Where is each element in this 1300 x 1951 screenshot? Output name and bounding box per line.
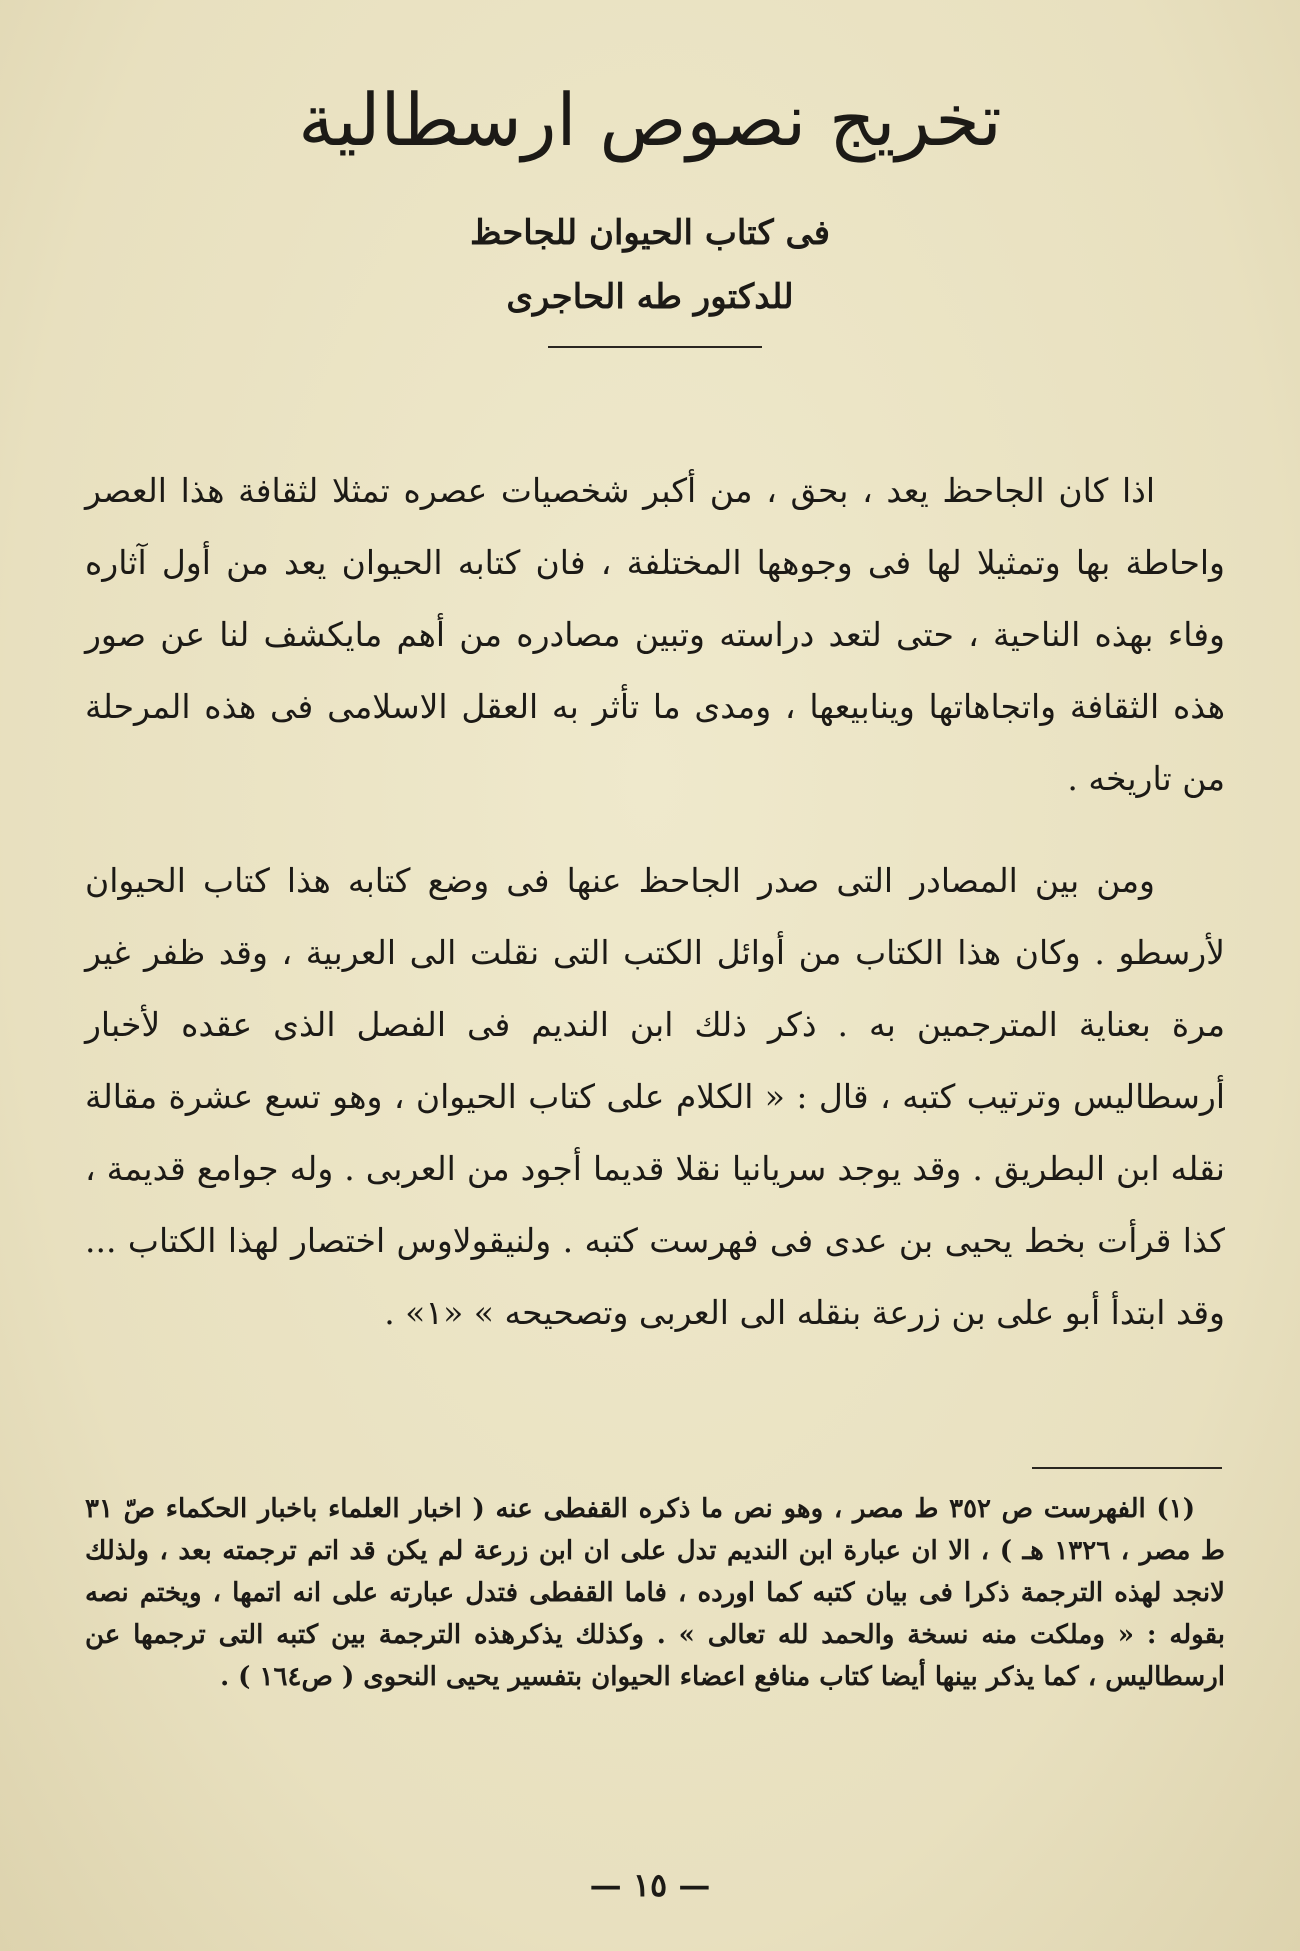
article-subtitle: فى كتاب الحيوان للجاحظ	[469, 213, 831, 253]
title-divider	[548, 346, 762, 348]
article-title: تخريج نصوص ارسطالية	[298, 78, 1002, 162]
page-number: — ١٥ —	[589, 1866, 711, 1904]
footnote-divider	[1032, 1467, 1222, 1469]
body-paragraph-2: ومن بين المصادر التى صدر الجاحظ عنها فى وضع كتابه هذا كتاب الحيوان لأرسطو . وكان هذا الكتاب من أوائل الكتب التى نقلت الى العربية ، وقد ظفر غير مرة بعناية المترجمين به . ذكر ذلك ابن النديم فى الفصل الذى عقده لأخبار أرسطاليس وترتيب كتبه ، قال : « الكلام على كتاب الحيوان ، وهو تسع عشرة مقالة نقله ابن البطريق . وقد يوجد سريانيا نقلا قديما أجود من العربى . وله جوامع قديمة ، كذا قرأت بخط يحيى بن عدى فى فهرست كتبه . ولنيقولاوس اختصار لهذا الكتاب ... وقد ابتدأ أبو على بن زرعة بنقله الى العربى وتصحيحه » «١» .	[85, 861, 1225, 1332]
body-paragraph-1: اذا كان الجاحظ يعد ، بحق ، من أكبر شخصيات عصره تمثلا لثقافة هذا العصر واحاطة بها وتمثيلا لها فى وجوهها المختلفة ، فان كتابه الحيوان يعد من أول آثاره وفاء بهذه الناحية ، حتى لتعد دراسته وتبين مصادره من أهم مايكشف لنا عن صور هذه الثقافة واتجاهاتها وينابيعها ، ومدى ما تأثر به العقل الاسلامى فى هذه المرحلة من تاريخه .	[85, 471, 1225, 798]
footnote-text: (١) الفهرست ص ٣٥٢ ط مصر ، وهو نص ما ذكره القفطى عنه ( اخبار العلماء باخبار الحكماء صّ ٣١ ط مصر ، ١٣٢٦ هـ ) ، الا ان عبارة ابن النديم تدل على ان ابن زرعة لم يكن قد اتم ترجمته بعد ، ولذلك لانجد لهذه الترجمة ذكرا فى بيان كتبه كما اورده ، فاما القفطى فتدل عبارته على انه اتمها ، ويختم نصه بقوله : « وملكت منه نسخة والحمد لله تعالى » . وكذلك يذكرهذه الترجمة بين كتبه التى ترجمها عن ارسطاليس ، كما يذكر بينها أيضا كتاب منافع اعضاء الحيوان بتفسير يحيى النحوى ( ص١٦٤ ) .	[85, 1494, 1225, 1692]
article-author: للدكتور طه الحاجرى	[506, 277, 794, 317]
